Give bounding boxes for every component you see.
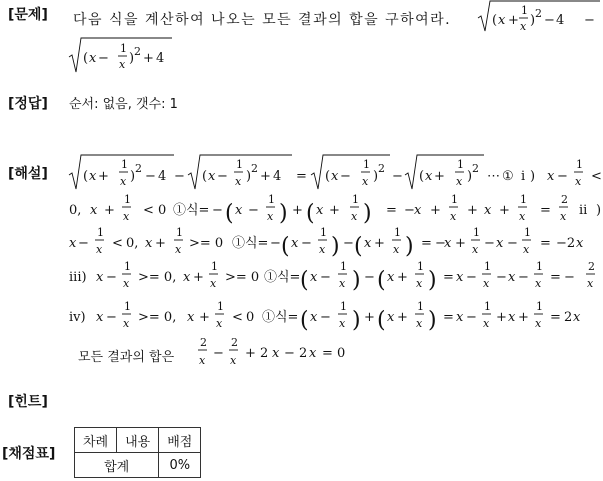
svg-text:x: x bbox=[535, 317, 542, 330]
svg-text:−: − bbox=[404, 203, 415, 218]
svg-text:): ) bbox=[129, 51, 135, 66]
svg-text:−: − bbox=[212, 203, 223, 218]
svg-text:x: x bbox=[119, 58, 126, 71]
svg-text:): ) bbox=[530, 13, 536, 28]
svg-text:1: 1 bbox=[363, 158, 370, 171]
svg-text:−: − bbox=[518, 270, 529, 285]
svg-text:x: x bbox=[145, 236, 153, 251]
svg-text:1: 1 bbox=[394, 226, 401, 239]
svg-text:4: 4 bbox=[273, 169, 282, 184]
svg-text:x: x bbox=[96, 270, 104, 285]
svg-text:①식=: ①식= bbox=[262, 310, 299, 325]
svg-text:x: x bbox=[450, 210, 457, 223]
solution-line-3 bbox=[69, 226, 584, 259]
solution-line-5 bbox=[69, 300, 581, 333]
rubric-header-row bbox=[75, 428, 201, 453]
svg-text:x: x bbox=[508, 270, 516, 285]
svg-text:+: + bbox=[397, 270, 408, 285]
svg-text:−: − bbox=[106, 310, 117, 325]
svg-text:x: x bbox=[547, 169, 555, 184]
svg-text:x: x bbox=[120, 175, 127, 188]
svg-text:x: x bbox=[472, 243, 479, 256]
svg-text:x: x bbox=[90, 203, 98, 218]
svg-text:+: + bbox=[508, 13, 519, 28]
solution-line-1 bbox=[69, 155, 602, 189]
svg-text:−: − bbox=[213, 346, 224, 361]
rubric-header-content: 내용 bbox=[117, 428, 159, 453]
svg-text:−: − bbox=[145, 169, 156, 184]
svg-text:2: 2 bbox=[135, 162, 142, 175]
svg-text:x: x bbox=[393, 243, 400, 256]
problem-text: 다음 식을 계산하여 나오는 모든 결과의 합을 구하여라. bbox=[73, 12, 452, 28]
svg-text:+ 2: + 2 bbox=[245, 346, 269, 361]
svg-text:0,: 0, bbox=[69, 203, 82, 218]
svg-text:−: − bbox=[466, 310, 477, 325]
svg-text:+: + bbox=[329, 203, 340, 218]
svg-text:): ) bbox=[530, 169, 536, 184]
svg-text:−: − bbox=[340, 169, 351, 184]
problem-formula-part2 bbox=[69, 38, 172, 72]
svg-text:x: x bbox=[576, 236, 584, 251]
rubric-total-row bbox=[75, 453, 201, 478]
svg-text:x: x bbox=[187, 310, 195, 325]
svg-text:+: + bbox=[155, 236, 166, 251]
svg-text:+: + bbox=[499, 203, 510, 218]
svg-text:x: x bbox=[319, 243, 326, 256]
svg-text:−: − bbox=[106, 270, 117, 285]
svg-text:1: 1 bbox=[417, 260, 424, 273]
svg-text:x: x bbox=[416, 317, 423, 330]
svg-text:x: x bbox=[175, 243, 182, 256]
svg-text:x: x bbox=[89, 51, 97, 66]
svg-text:=: = bbox=[443, 270, 454, 285]
svg-text:=: = bbox=[421, 236, 432, 251]
svg-text:): ) bbox=[279, 201, 288, 226]
svg-text:+: + bbox=[397, 310, 408, 325]
svg-text:+: + bbox=[143, 51, 154, 66]
svg-text:): ) bbox=[428, 268, 437, 293]
svg-text:−: − bbox=[174, 169, 185, 184]
svg-text:1: 1 bbox=[536, 300, 543, 313]
svg-text:x: x bbox=[123, 317, 130, 330]
svg-text:x: x bbox=[483, 277, 490, 290]
svg-text:): ) bbox=[331, 234, 340, 259]
svg-text:x: x bbox=[339, 317, 346, 330]
svg-text:2: 2 bbox=[231, 336, 238, 349]
svg-text:x: x bbox=[535, 277, 542, 290]
svg-text:x: x bbox=[444, 236, 452, 251]
svg-text:①식=: ①식= bbox=[232, 236, 269, 251]
svg-text:1: 1 bbox=[124, 193, 131, 206]
svg-text:−: − bbox=[484, 236, 495, 251]
svg-text:−2: −2 bbox=[556, 236, 576, 251]
svg-text:+: + bbox=[260, 169, 271, 184]
svg-text:x: x bbox=[339, 277, 346, 290]
svg-text:①: ① bbox=[502, 169, 514, 184]
svg-text:2: 2 bbox=[561, 193, 568, 206]
svg-text:1: 1 bbox=[521, 4, 528, 17]
svg-text:x: x bbox=[508, 310, 516, 325]
svg-text:x: x bbox=[351, 210, 358, 223]
svg-text:): ) bbox=[428, 308, 437, 333]
svg-text:x: x bbox=[123, 210, 130, 223]
svg-text:<: < bbox=[112, 236, 123, 251]
svg-text:x: x bbox=[309, 346, 317, 361]
svg-text:− 2: − 2 bbox=[284, 346, 308, 361]
svg-text:0: 0 bbox=[246, 310, 255, 325]
svg-text:−: − bbox=[557, 169, 568, 184]
svg-text:x: x bbox=[310, 310, 318, 325]
svg-text:x: x bbox=[387, 270, 395, 285]
svg-text:x: x bbox=[199, 354, 206, 367]
svg-text:1: 1 bbox=[520, 193, 527, 206]
solution-label: [해설] bbox=[8, 166, 48, 182]
svg-text:x: x bbox=[230, 354, 237, 367]
svg-text:(: ( bbox=[354, 234, 363, 259]
svg-text:1: 1 bbox=[536, 260, 543, 273]
solution-summary-text: 모든 결과의 합은 bbox=[78, 350, 175, 365]
svg-text:−: − bbox=[343, 236, 354, 251]
svg-text:1: 1 bbox=[576, 158, 583, 171]
svg-text:x: x bbox=[210, 277, 217, 290]
svg-text:<: < bbox=[143, 203, 154, 218]
svg-text:0: 0 bbox=[158, 203, 167, 218]
svg-text:<: < bbox=[232, 310, 243, 325]
svg-text:(: ( bbox=[325, 169, 331, 184]
svg-text:1: 1 bbox=[268, 193, 275, 206]
solution-line-2 bbox=[69, 193, 601, 226]
svg-text:1: 1 bbox=[340, 300, 347, 313]
svg-text:x: x bbox=[587, 277, 594, 290]
svg-text:0,: 0, bbox=[126, 236, 139, 251]
svg-text:4: 4 bbox=[158, 169, 167, 184]
svg-text:(: ( bbox=[419, 169, 425, 184]
svg-text:−: − bbox=[78, 236, 89, 251]
svg-text:): ) bbox=[352, 268, 361, 293]
svg-text:−: − bbox=[98, 51, 109, 66]
svg-text:−: − bbox=[364, 270, 375, 285]
svg-text:+: + bbox=[199, 310, 210, 325]
svg-text:x: x bbox=[235, 203, 243, 218]
svg-text:+: + bbox=[518, 310, 529, 325]
svg-text:x: x bbox=[456, 175, 463, 188]
svg-text:): ) bbox=[596, 203, 602, 218]
svg-text:=: = bbox=[540, 203, 551, 218]
svg-text:+: + bbox=[467, 203, 478, 218]
answer-text: 순서: 없음, 갯수: 1 bbox=[69, 97, 178, 112]
rubric-total-label: 합계 bbox=[75, 453, 159, 478]
svg-text:x: x bbox=[267, 210, 274, 223]
svg-text:−: − bbox=[270, 236, 281, 251]
svg-text:−: − bbox=[217, 169, 228, 184]
svg-text:=: = bbox=[550, 310, 561, 325]
svg-text:>= 0: >= 0 bbox=[189, 236, 224, 251]
rubric-header-score: 배점 bbox=[159, 428, 201, 453]
svg-text:x: x bbox=[89, 169, 97, 184]
svg-text:1: 1 bbox=[124, 300, 131, 313]
svg-text:2: 2 bbox=[535, 7, 542, 20]
svg-text:x: x bbox=[364, 236, 372, 251]
rubric-header-order: 차례 bbox=[75, 428, 117, 453]
svg-text:): ) bbox=[405, 234, 414, 259]
svg-text:1: 1 bbox=[352, 193, 359, 206]
svg-text:−: − bbox=[320, 310, 331, 325]
svg-text:1: 1 bbox=[484, 300, 491, 313]
solution-summary-formula bbox=[198, 336, 345, 367]
svg-text:): ) bbox=[352, 308, 361, 333]
svg-text:=: = bbox=[296, 169, 307, 184]
svg-text:x: x bbox=[575, 175, 582, 188]
svg-text:>= 0,: >= 0, bbox=[138, 310, 177, 325]
svg-text:i: i bbox=[521, 169, 526, 184]
svg-text:x: x bbox=[183, 270, 191, 285]
svg-text:x: x bbox=[123, 277, 130, 290]
svg-text:=: = bbox=[443, 310, 454, 325]
svg-text:x: x bbox=[96, 243, 103, 256]
svg-text:1: 1 bbox=[211, 260, 218, 273]
svg-text:iii): iii) bbox=[69, 270, 87, 285]
svg-text:+: + bbox=[496, 310, 507, 325]
svg-text:): ) bbox=[467, 169, 473, 184]
svg-text:−: − bbox=[466, 270, 477, 285]
svg-text:−: − bbox=[435, 236, 446, 251]
svg-text:x: x bbox=[291, 236, 299, 251]
svg-text:): ) bbox=[130, 169, 136, 184]
svg-text:x: x bbox=[560, 210, 567, 223]
svg-text:4: 4 bbox=[556, 13, 565, 28]
svg-text:x: x bbox=[519, 210, 526, 223]
svg-text:x: x bbox=[331, 169, 339, 184]
problem-label: [문제] bbox=[8, 7, 48, 23]
svg-text:=: = bbox=[540, 236, 551, 251]
svg-text:1: 1 bbox=[176, 226, 183, 239]
svg-text:+: + bbox=[430, 203, 441, 218]
svg-text:x: x bbox=[520, 20, 527, 33]
svg-text:ii: ii bbox=[579, 203, 588, 218]
svg-text:<: < bbox=[591, 169, 602, 184]
svg-text:): ) bbox=[373, 169, 379, 184]
svg-text:x: x bbox=[496, 236, 504, 251]
svg-text:1: 1 bbox=[451, 193, 458, 206]
svg-text:1: 1 bbox=[217, 300, 224, 313]
answer-label: [정답] bbox=[8, 96, 48, 112]
svg-text:−: − bbox=[544, 13, 555, 28]
svg-text:): ) bbox=[363, 201, 372, 226]
svg-text:=: = bbox=[386, 203, 397, 218]
svg-text:2: 2 bbox=[588, 260, 595, 273]
svg-text:x: x bbox=[316, 203, 324, 218]
svg-text:−: − bbox=[392, 169, 403, 184]
svg-text:⋯: ⋯ bbox=[487, 169, 500, 184]
svg-text:x: x bbox=[208, 169, 216, 184]
svg-text:1: 1 bbox=[124, 260, 131, 273]
svg-text:x: x bbox=[483, 317, 490, 330]
svg-text:x: x bbox=[310, 270, 318, 285]
svg-text:x: x bbox=[387, 310, 395, 325]
svg-text:x: x bbox=[573, 310, 581, 325]
svg-text:+: + bbox=[434, 169, 445, 184]
svg-text:+: + bbox=[193, 270, 204, 285]
svg-text:+: + bbox=[292, 203, 303, 218]
svg-text:+: + bbox=[374, 236, 385, 251]
svg-text:iv): iv) bbox=[69, 310, 86, 325]
solution-line-4 bbox=[69, 260, 595, 293]
svg-text:(: ( bbox=[377, 268, 386, 293]
svg-text:2: 2 bbox=[564, 310, 573, 325]
svg-text:(: ( bbox=[225, 201, 234, 226]
svg-text:1: 1 bbox=[97, 226, 104, 239]
svg-text:1: 1 bbox=[120, 42, 127, 55]
svg-text:1: 1 bbox=[524, 226, 531, 239]
problem-formula-part1 bbox=[478, 1, 600, 33]
svg-text:x: x bbox=[456, 270, 464, 285]
svg-text:1: 1 bbox=[320, 226, 327, 239]
svg-text:−: − bbox=[496, 270, 507, 285]
svg-text:2: 2 bbox=[472, 162, 479, 175]
svg-text:−: − bbox=[507, 236, 518, 251]
svg-text:(: ( bbox=[300, 308, 309, 333]
svg-text:(: ( bbox=[492, 13, 498, 28]
rubric-label: [채점표] bbox=[2, 446, 56, 462]
svg-text:1: 1 bbox=[484, 260, 491, 273]
rubric-table bbox=[74, 427, 201, 478]
svg-text:x: x bbox=[484, 203, 492, 218]
hint-label: [힌트] bbox=[8, 394, 48, 410]
svg-text:=: = bbox=[550, 270, 561, 285]
svg-text:x: x bbox=[272, 346, 280, 361]
svg-text:2: 2 bbox=[251, 162, 258, 175]
svg-text:x: x bbox=[425, 169, 433, 184]
svg-text:x: x bbox=[523, 243, 530, 256]
svg-text:−: − bbox=[564, 270, 575, 285]
svg-text:2: 2 bbox=[134, 45, 141, 58]
svg-text:2: 2 bbox=[378, 162, 385, 175]
svg-text:①식=: ①식= bbox=[264, 270, 301, 285]
svg-text:−: − bbox=[301, 236, 312, 251]
svg-text:2: 2 bbox=[200, 336, 207, 349]
svg-text:(: ( bbox=[377, 308, 386, 333]
svg-text:x: x bbox=[216, 317, 223, 330]
svg-text:1: 1 bbox=[473, 226, 480, 239]
svg-text:1: 1 bbox=[457, 158, 464, 171]
svg-text:(: ( bbox=[83, 169, 89, 184]
svg-text:x: x bbox=[416, 277, 423, 290]
svg-text:x: x bbox=[96, 310, 104, 325]
svg-text:4: 4 bbox=[156, 51, 165, 66]
svg-text:>= 0,: >= 0, bbox=[138, 270, 177, 285]
svg-text:>= 0: >= 0 bbox=[225, 270, 260, 285]
svg-text:x: x bbox=[69, 236, 77, 251]
svg-text:1: 1 bbox=[236, 158, 243, 171]
svg-text:1: 1 bbox=[417, 300, 424, 313]
svg-text:−: − bbox=[248, 203, 259, 218]
svg-text:x: x bbox=[414, 203, 422, 218]
svg-text:(: ( bbox=[281, 234, 290, 259]
svg-text:1: 1 bbox=[340, 260, 347, 273]
svg-text:(: ( bbox=[300, 268, 309, 293]
svg-text:+: + bbox=[364, 310, 375, 325]
svg-text:= 0: = 0 bbox=[322, 346, 346, 361]
svg-text:+: + bbox=[455, 236, 466, 251]
svg-text:+: + bbox=[98, 169, 109, 184]
svg-text:(: ( bbox=[202, 169, 208, 184]
svg-text:x: x bbox=[362, 175, 369, 188]
svg-text:(: ( bbox=[83, 51, 89, 66]
svg-text:x: x bbox=[235, 175, 242, 188]
rubric-total-score: 0% bbox=[159, 453, 201, 478]
svg-text:): ) bbox=[246, 169, 252, 184]
svg-text:1: 1 bbox=[121, 158, 128, 171]
svg-text:−: − bbox=[320, 270, 331, 285]
svg-text:x: x bbox=[498, 13, 506, 28]
svg-text:+: + bbox=[104, 203, 115, 218]
svg-text:①식=: ①식= bbox=[173, 203, 210, 218]
svg-text:x: x bbox=[456, 310, 464, 325]
svg-text:(: ( bbox=[306, 201, 315, 226]
svg-text:−: − bbox=[584, 13, 595, 28]
